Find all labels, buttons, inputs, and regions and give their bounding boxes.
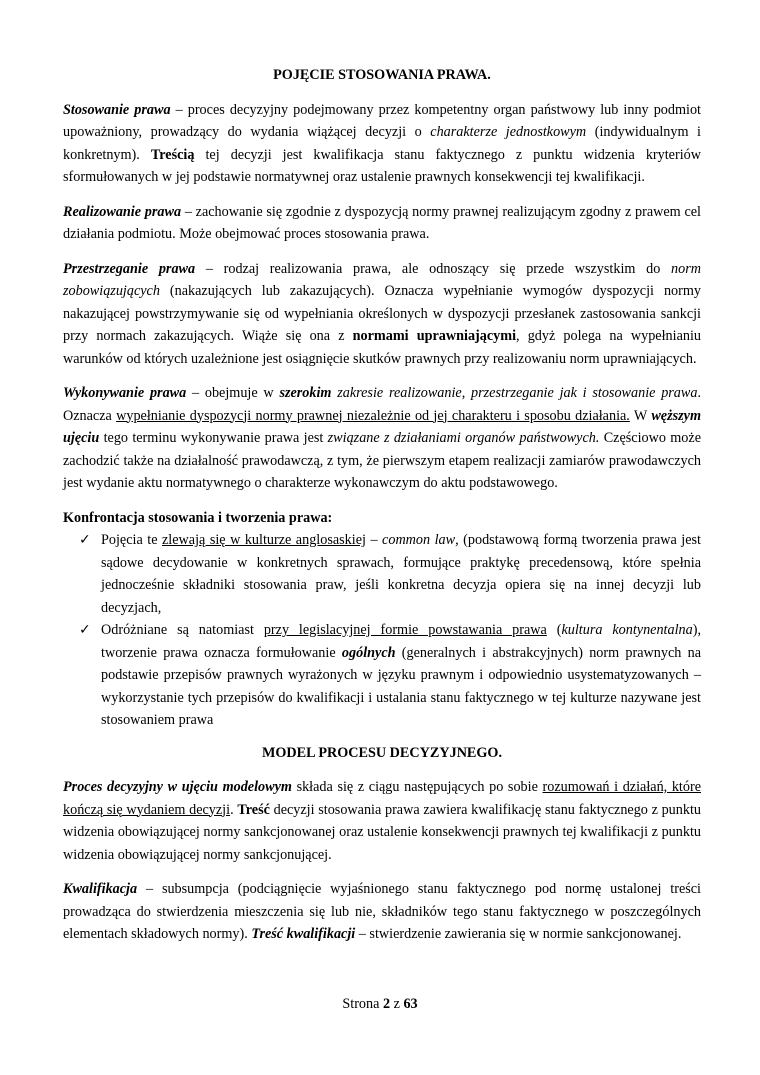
text-underlined: rozumowań i działań, które kończą się wydaniem decyzji xyxy=(63,779,701,818)
text-underlined: zlewają się w kulturze anglosaskiej xyxy=(162,532,366,548)
text-italic: norm zobowiązujących xyxy=(63,260,702,299)
page-content xyxy=(63,64,701,946)
text-underlined: przy legislacyjnej formie powstawania prawa xyxy=(263,622,547,638)
text: Pojęcia te xyxy=(101,532,162,548)
check-icon: ✓ xyxy=(79,532,91,548)
paragraph-kwalifikacja xyxy=(63,878,701,946)
text-bold-italic: ogólnych xyxy=(341,644,396,661)
term-stosowanie-prawa: Stosowanie prawa xyxy=(63,101,171,118)
paragraph-przestrzeganie-prawa xyxy=(63,258,701,371)
term-proces-decyzyjny: Proces decyzyjny w ujęciu modelowym xyxy=(63,779,292,795)
text: – rodzaj realizowania prawa, ale odnoszący się przede wszystkim do xyxy=(195,260,672,277)
term-realizowanie-prawa: Realizowanie prawa xyxy=(63,203,182,220)
text-bold: normami uprawniającymi xyxy=(352,328,517,344)
text-italic: kultura kontynentalna xyxy=(561,622,693,638)
paragraph-wykonywanie-prawa xyxy=(63,382,701,495)
page-current: 2 xyxy=(382,996,391,1012)
text-underlined: wypełnianie dyspozycji normy prawnej niezależnie od jej charakteru i sposobu działania. xyxy=(116,407,630,424)
text: Odróżniane są natomiast xyxy=(101,622,264,638)
page-total: 63 xyxy=(403,996,418,1012)
paragraph-realizowanie-prawa xyxy=(63,201,701,246)
text: – stwierdzenie zawierania się w normie sankcjonowanej. xyxy=(355,926,682,942)
check-list xyxy=(63,529,701,732)
list-item xyxy=(63,529,701,619)
text: – proces decyzyjny podejmowany przez kompetentny organ państwowy lub inny podmiot upoważniony, prowadzący do wydania wiążącej decyzji o xyxy=(63,101,701,140)
text: (nakazujących lub zakazujących). Oznacza wypełnianie wymogów dyspozycji normy nakazującej powstrzymywanie się od wypełniania określonych w dyspozycji przesłanek zastosowania sankcji przy normach zakazujących. Wiąże się ona z xyxy=(63,283,701,344)
text: – zachowanie się zgodnie z dyspozycją normy prawnej realizującym zgodny z prawem cel działania podmiotu. Może obejmować proces stosowania prawa. xyxy=(63,203,701,242)
text: . Oznacza xyxy=(63,385,702,424)
paragraph-proces-decyzyjny xyxy=(63,776,701,866)
text-bold: Treść xyxy=(237,801,270,818)
text: , gdyż polega na wypełnianiu warunków od których uzależnione jest osiągnięcie skutków prawnych przy realizowaniu norm uprawniających. xyxy=(63,328,702,367)
page-footer xyxy=(0,996,760,1013)
section-title-model: MODEL PROCESU DECYZYJNEGO. xyxy=(261,744,503,761)
text-bold-italic: Treść kwalifikacji xyxy=(251,926,356,942)
text-italic: common law xyxy=(382,532,456,548)
subheading-konfrontacja: Konfrontacja stosowania i tworzenia prawa: xyxy=(63,509,333,526)
text-italic: charakterze jednostkowym xyxy=(430,124,587,140)
text: składa się z ciągu następujących po sobie xyxy=(291,779,543,795)
text: ( xyxy=(546,622,562,638)
text-bold-italic: szerokim xyxy=(279,385,332,401)
page-label: Strona xyxy=(342,996,383,1012)
text-italic: związane z działaniami organów państwowych. xyxy=(327,430,600,446)
text-bold-italic: węższym ujęciu xyxy=(63,407,701,446)
text: W xyxy=(629,407,652,424)
text: . xyxy=(230,801,238,818)
text: decyzji stosowania prawa zawiera kwalifikację stanu faktycznego z punktu widzenia obowiązującej normy sankcjonowanej oraz ustalenie konsekwencji prawnych tej kwalifikacji z punktu widzenia obowiązującej normy sankcjonującej. xyxy=(63,801,701,863)
paragraph-stosowanie-prawa xyxy=(63,99,701,189)
text: – xyxy=(365,532,383,548)
check-icon: ✓ xyxy=(79,622,91,638)
text: ), tworzenie prawa oznacza formułowanie xyxy=(101,622,701,661)
text: (indywidualnym i konkretnym). xyxy=(63,124,701,163)
term-wykonywanie-prawa: Wykonywanie prawa xyxy=(63,385,187,401)
text: tej decyzji jest kwalifikacja stanu faktycznego z punktu widzenia kryteriów sformułowanych w jej podstawie normatywnej oraz ustalenie prawnych konsekwencji tej kwalifikacji. xyxy=(63,146,701,185)
text: (generalnych i abstrakcyjnych) norm prawnych na podstawie przepisów prawnych wyrażonych w języku prawnym i odpowiednio usystematyzowanych – wykorzystanie tych przepisów do kwalifikacji i ustalania stanu faktycznego w tej kulturze nazywane jest stosowaniem prawa xyxy=(101,644,701,728)
section-title-stosowanie: POJĘCIE STOSOWANIA PRAWA. xyxy=(273,67,491,83)
page-sep: z xyxy=(390,996,404,1012)
term-przestrzeganie-prawa: Przestrzeganie prawa xyxy=(63,260,196,277)
text: – obejmuje w xyxy=(186,385,280,401)
text: Częściowo może zachodzić także na działalność prawodawczą, z tym, że pierwszym etapem realizacji zamiarów prawodawczych jest wydanie aktu normatywnego o charakterze wykonawczym do aktu podstawowego. xyxy=(63,430,701,491)
text-bold: Treścią xyxy=(150,146,195,163)
text: tego terminu wykonywanie prawa jest xyxy=(99,430,328,446)
text: , (podstawową formą tworzenia prawa jest sądowe decydowanie w konkretnych sprawach, formujące praktykę precedensową, które spełnia jednocześnie składniki stosowania praw, jeśli konkretna decyzja opiera się na innej decyzji lub decyzjach, xyxy=(101,532,701,616)
term-kwalifikacja: Kwalifikacja xyxy=(63,881,138,897)
text-italic: zakresie realizowanie, przestrzeganie jak i stosowanie prawa xyxy=(331,385,698,401)
text: – subsumpcja (podciągnięcie wyjaśnionego stanu faktycznego pod normę ustalonej treści prowadząca do stwierdzenia mieszczenia się lub nie, składników tego stanu faktycznego w poszczególnych elementach składowych normy). xyxy=(63,881,701,942)
list-item xyxy=(63,619,701,732)
